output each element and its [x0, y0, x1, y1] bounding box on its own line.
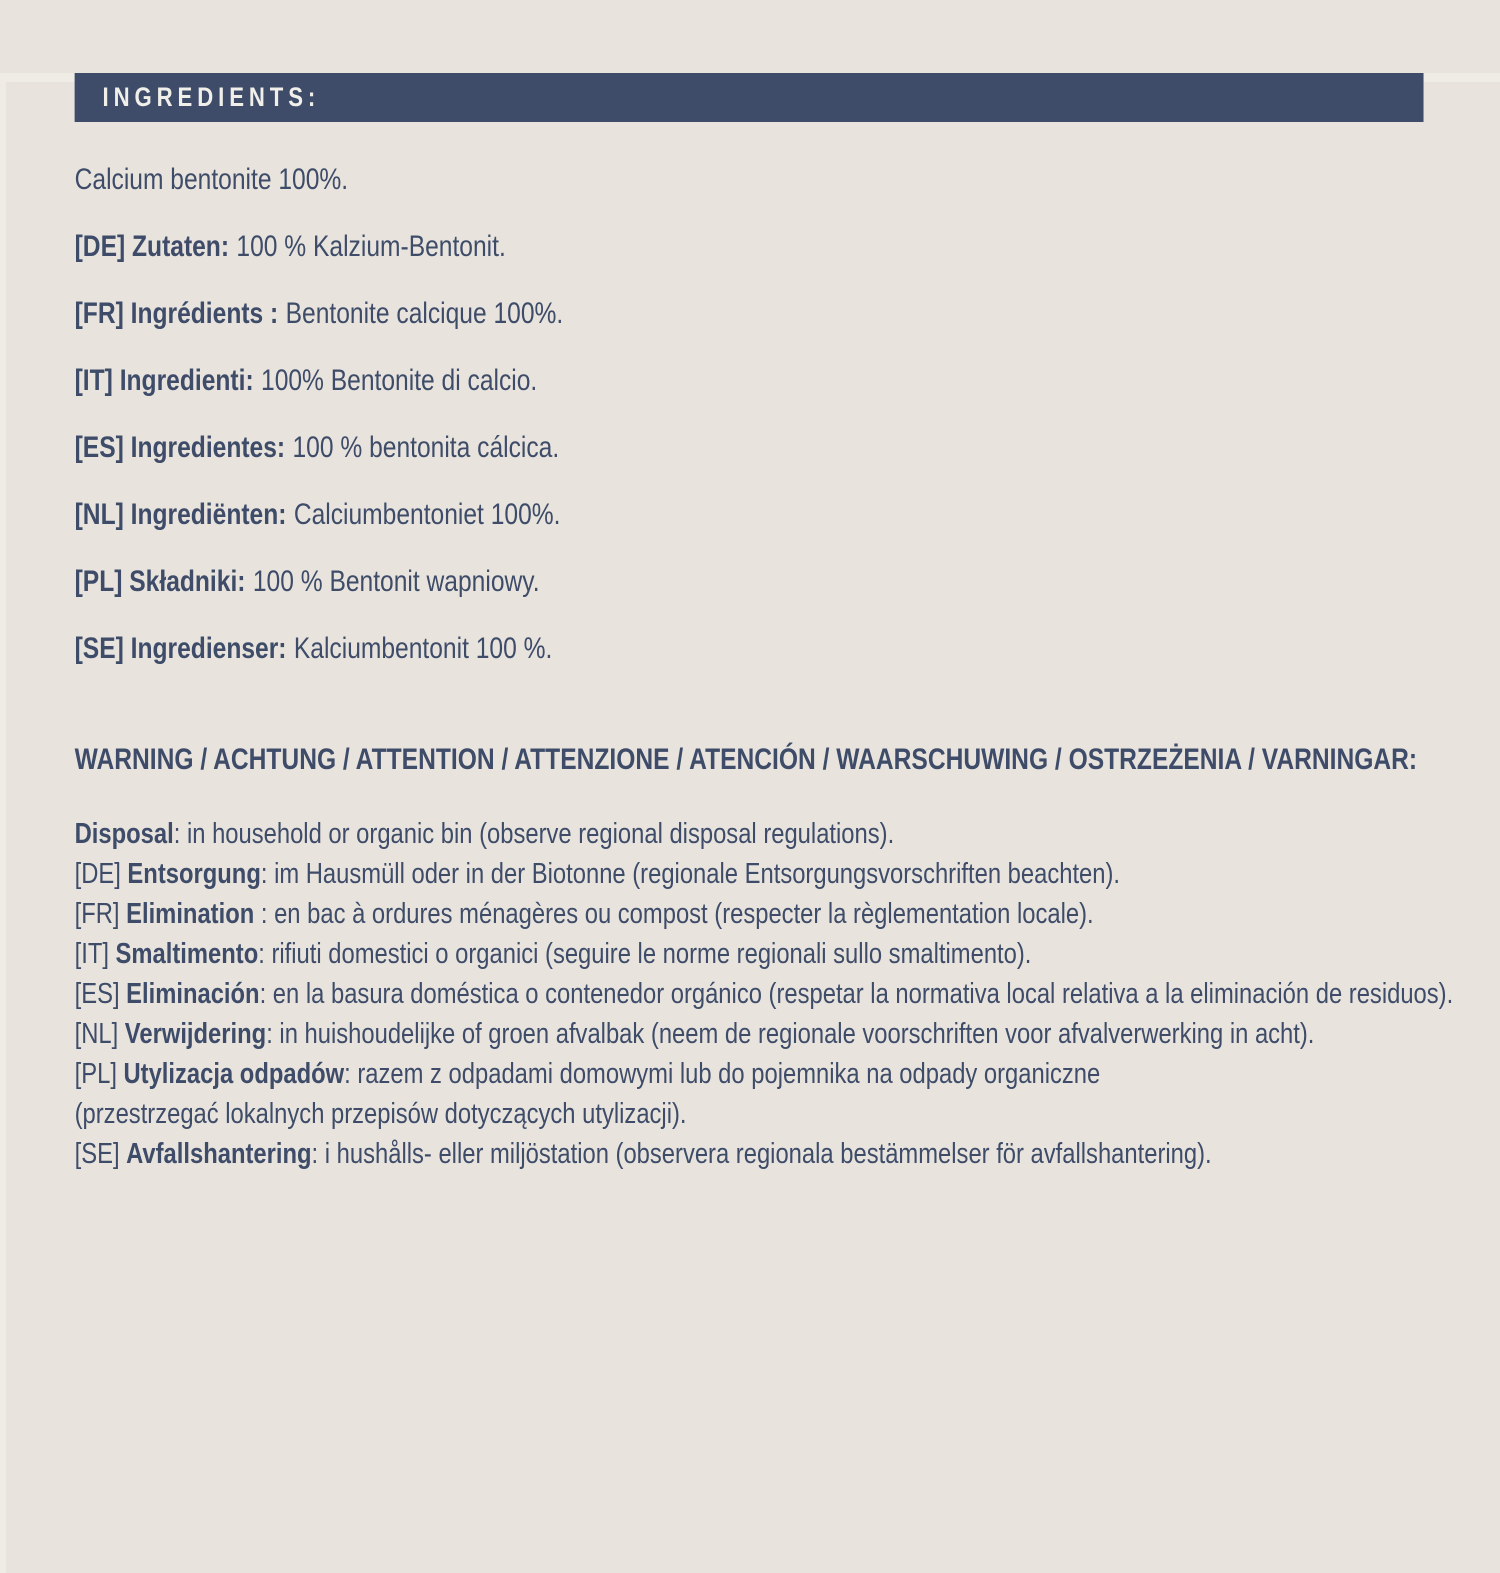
- ingredient-line-es: [75, 431, 1476, 465]
- disposal-line-se: [75, 1134, 1476, 1174]
- disposal-text: : en la basura doméstica o contenedor orgánico (respetar la normativa local relativa a la eliminación de residuos).: [259, 978, 1454, 1010]
- disposal-line-it: [75, 934, 1476, 974]
- ingredient-line-nl: [75, 498, 1476, 532]
- ingredient-label-es: [ES] Ingredientes:: [74, 431, 286, 464]
- lang-tag: [IT]: [74, 938, 109, 970]
- ingredient-label-de: [DE] Zutaten:: [74, 230, 230, 263]
- ingredient-value-nl: Calciumbentoniet 100%.: [293, 498, 561, 531]
- ingredient-label-fr: [FR] Ingrédients :: [74, 297, 279, 330]
- disposal-term: Entsorgung: [127, 858, 261, 890]
- ingredient-line-de: [75, 230, 1476, 264]
- ingredient-line-se: [75, 632, 1476, 666]
- disposal-line-pl: [75, 1054, 1476, 1094]
- ingredient-value-es: 100 % bentonita cálcica.: [292, 431, 560, 464]
- ingredient-label-it: [IT] Ingredienti:: [74, 364, 254, 397]
- ingredient-value-de: 100 % Kalzium-Bentonit.: [236, 230, 506, 263]
- ingredients-header-bar: [75, 73, 1424, 122]
- disposal-block: [75, 814, 1476, 1174]
- warning-heading: WARNING / ACHTUNG / ATTENTION / ATTENZIONE / ATENCIÓN / WAARSCHUWING / OSTRZEŻENIA / VARNINGAR:: [74, 743, 1418, 776]
- label-content: [75, 163, 1476, 1174]
- disposal-line-fr: [75, 894, 1476, 934]
- disposal-text: : i hushålls- eller miljöstation (observera regionala bestämmelser för avfallshantering).: [311, 1138, 1212, 1170]
- disposal-text: : en bac à ordures ménagères ou compost (respecter la règlementation locale).: [254, 898, 1094, 930]
- ingredient-label-se: [SE] Ingredienser:: [74, 632, 287, 665]
- disposal-line-es: [75, 974, 1476, 1014]
- disposal-term: Verwijdering: [124, 1018, 267, 1050]
- ingredient-line-it: [75, 364, 1476, 398]
- ingredient-value-fr: Bentonite calcique 100%.: [285, 297, 564, 330]
- disposal-term: Disposal: [74, 818, 174, 850]
- disposal-term: Utylizacja odpadów: [123, 1058, 345, 1090]
- ingredient-value-se: Kalciumbentonit 100 %.: [293, 632, 553, 665]
- lang-tag: [PL]: [74, 1058, 117, 1090]
- disposal-line-nl: [75, 1014, 1476, 1054]
- disposal-term: Eliminación: [126, 978, 260, 1010]
- lang-tag: [ES]: [74, 978, 120, 1010]
- ingredients-header-label: INGREDIENTS:: [102, 82, 321, 112]
- disposal-text: : razem z odpadami domowymi lub do pojemnika na odpady organiczne: [344, 1058, 1101, 1090]
- disposal-line-en: [75, 814, 1476, 854]
- disposal-text: (przestrzegać lokalnych przepisów dotyczących utylizacji).: [74, 1098, 687, 1130]
- lang-tag: [SE]: [74, 1138, 120, 1170]
- disposal-text: : im Hausmüll oder in der Biotonne (regionale Entsorgungsvorschriften beachten).: [260, 858, 1121, 890]
- lang-tag: [DE]: [74, 858, 121, 890]
- disposal-text: : in huishoudelijke of groen afvalbak (neem de regionale voorschriften voor afvalverwerking in acht).: [266, 1018, 1315, 1050]
- ingredient-label-pl: [PL] Składniki:: [74, 565, 246, 598]
- ingredient-line-en: Calcium bentonite 100%.: [74, 163, 349, 196]
- ingredient-label-nl: [NL] Ingrediënten:: [74, 498, 287, 531]
- disposal-text: : in household or organic bin (observe regional disposal regulations).: [173, 818, 895, 850]
- ingredient-line-fr: [75, 297, 1476, 331]
- disposal-term: Elimination: [126, 898, 255, 930]
- ingredient-line-pl: [75, 565, 1476, 599]
- disposal-term: Smaltimento: [115, 938, 259, 970]
- lang-tag: [FR]: [74, 898, 120, 930]
- disposal-term: Avfallshantering: [126, 1138, 312, 1170]
- disposal-line-de: [75, 854, 1476, 894]
- label-panel: [0, 73, 1500, 1174]
- disposal-line-pl-cont: [75, 1094, 1476, 1134]
- ingredient-value-it: 100% Bentonite di calcio.: [261, 364, 538, 397]
- disposal-text: : rifiuti domestici o organici (seguire le norme regionali sullo smaltimento).: [258, 938, 1032, 970]
- ingredient-value-pl: 100 % Bentonit wapniowy.: [252, 565, 540, 598]
- lang-tag: [NL]: [74, 1018, 119, 1050]
